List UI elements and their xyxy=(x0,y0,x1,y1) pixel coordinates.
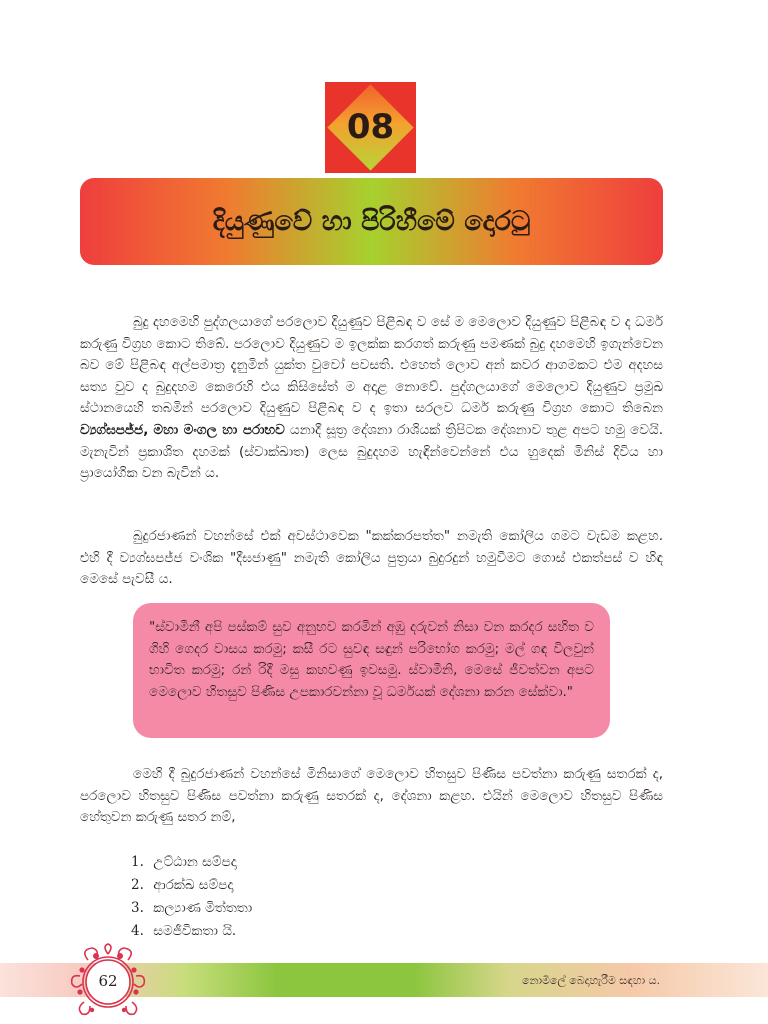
paragraph-3: මෙහි දී බුදුරජාණන් වහන්සේ මිනිසාගේ මෙලොව හිතසුව පිණිස පවත්නා කරුණු සතරක් ද, පරලොව හිතසුව පිණිස පවත්නා කරුණු සතරක් ද, දේශනා කළහ. එයින් මෙලොව හිතසුව පිණිස හේතුවන කරුණු සතර නම්, xyxy=(80,766,663,826)
list-item xyxy=(131,920,252,943)
paragraph-1-text-a: බුදු දහමෙහි පුද්ගලයාගේ පරලොව දියුණුව පිළිබඳ ව සේ ම මෙලොව දියුණුව පිළිබඳ ව ද ධර්ම කරුණු විග්‍රහ කොට තිබේ. පරලොව දියුණුව ම ඉලක්ක කරගත් කරුණු පමණක් බුදු දහමෙහි ඉගැන්වෙන බව මේ පිළිබඳ අල්පමාත්‍ර දැනුමින් යුක්ත වුවෝ පවසති. එහෙත් ලොව අන් කවර ආගමකට එම අදහස සත්‍ය වුව ද බුදුදහම කෙරෙහි එය කිසිසේත් ම අදාළ නොවේ. පුද්ගලයාගේ මෙලොව දියුණුව ප්‍රමුඛ ස්ථානයෙහි තබමින් පරලොව දියුණුව පිළිබඳ ව ද ඉතා සරලව ධර්ම කරුණු විග්‍රහ කොට තිබෙන xyxy=(80,314,663,417)
paragraph-2: බුදුරජාණන් වහන්සේ එක් අවස්ථාවෙක "කක්කරපත්ත" නමැති කෝලිය ගමට වැඩම කළහ. එහි දී ව්‍යග්ඝපජ්ජ වංශික "දීඝජාණු" නමැති කෝලිය පුත්‍රයා බුදුරදුන් හමුවීමට ගොස් එකත්පස් ව හිඳ මෙසේ පැවසී ය. xyxy=(80,528,663,588)
list-item-text: සමජීවිකතා යි. xyxy=(153,923,237,939)
chapter-number-badge xyxy=(325,82,416,173)
list-item xyxy=(131,874,252,897)
chapter-title-banner xyxy=(80,178,663,265)
factors-list xyxy=(131,851,252,943)
chapter-number: 08 xyxy=(346,107,395,147)
sutta-names-mangala-parabhava: මහා මංගල හා පරාභව xyxy=(153,421,285,438)
paragraph-1 xyxy=(80,312,663,485)
page-number: 62 xyxy=(98,972,118,990)
list-item-number: 1. xyxy=(131,854,144,870)
list-item xyxy=(131,851,252,874)
list-item-number: 3. xyxy=(131,900,144,916)
list-item-number: 4. xyxy=(131,923,144,939)
list-item-text: උට්ඨාන සම්පදා xyxy=(153,854,237,870)
list-item-text: ආරක්ඛ සම්පදා xyxy=(153,877,234,893)
quote-box xyxy=(133,603,610,738)
sutta-name-vyagghapajja: ව්‍යග්ඝපජ්ජ, xyxy=(80,421,149,438)
page-number-ornament xyxy=(66,942,150,1020)
list-item-text: කල්‍යාණ මිත්තතා xyxy=(153,900,253,916)
paragraph-1-text-b: යනාදී සූත්‍ර දේශනා රාශියක් ත්‍රිපිටක දේශනාව තුළ අපට හමු වෙයි. මැනැවින් ප්‍රකාශිත දහමක් (ස්වාක්ඛාත) ලෙස බුදුදහම හැඳින්වෙන්නේ එය හුදෙක් මිනිස් දිවිය හා ප්‍රායෝගික වන බැවින් ය. xyxy=(80,421,664,482)
list-item xyxy=(131,897,252,920)
chapter-title: දියුණුවේ හා පිරිහීමේ දොරටු xyxy=(212,205,531,237)
list-item-number: 2. xyxy=(131,877,144,893)
footer-note: නොමිලේ බෙදාහැරීම සඳහා ය. xyxy=(521,974,660,987)
quote-text: "ස්වාමීනී අපි පස්කම් සුව අනුභව කරමින් අඹු දරුවන් නිසා වන කරදර සහිත ව ගිහි ගෙදර වාසය කරමු; කසී රට සුවඳ සඳුන් පරිභෝග කරමු; මල් ගඳ විලවුන් භාවිත කරමු; රන් රිදී මසු කහවණු ඉවසමු. ස්වාමීනි, මෙසේ ජීවත්වන අපට මෙලොව හිතසුව පිණිස උපකාරවන්නා වූ ධර්මයක් දේශනා කරන සේක්වා." xyxy=(149,619,594,700)
